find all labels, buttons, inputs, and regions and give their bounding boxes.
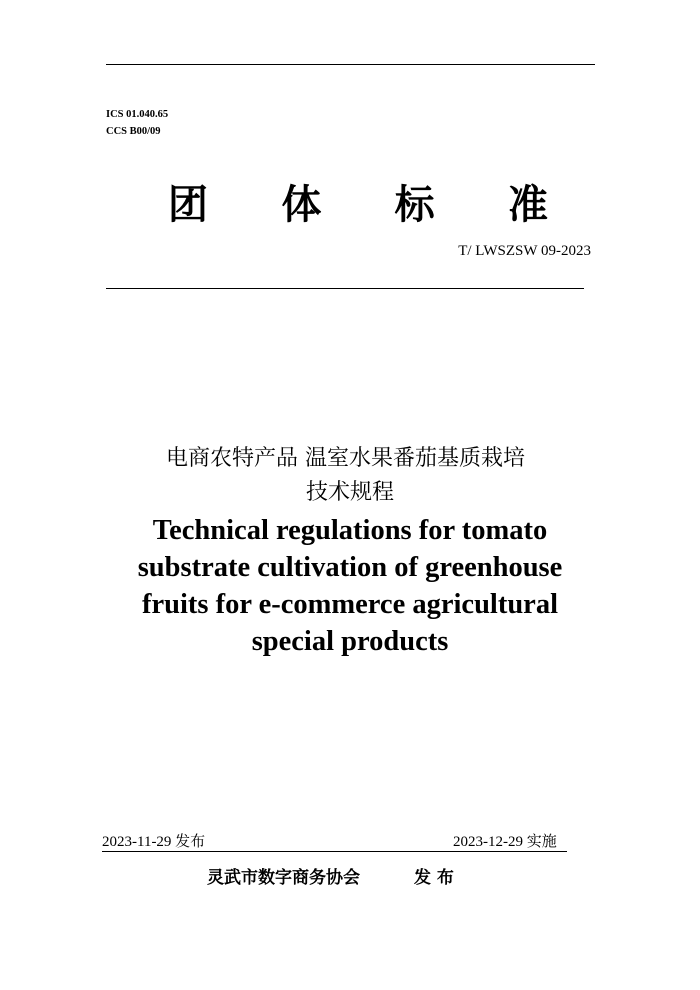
chinese-title-line-2: 技术规程 xyxy=(305,480,394,505)
publish-label: 发 布 xyxy=(414,868,454,888)
standard-type-char: 团 xyxy=(168,182,208,228)
english-title-line: fruits for e-commerce agricultural xyxy=(142,589,558,620)
standard-number: T/ LWSZSW 09-2023 xyxy=(458,243,591,259)
ccs-code: CCS B00/09 xyxy=(106,126,161,137)
english-title-line: Technical regulations for tomato xyxy=(152,515,548,546)
english-title-line: special products xyxy=(251,626,449,657)
standard-type-char: 标 xyxy=(394,182,435,228)
english-title-line: substrate cultivation of greenhouse xyxy=(137,552,563,583)
ics-code: ICS 01.040.65 xyxy=(106,109,169,120)
standard-type-char: 体 xyxy=(281,182,322,228)
chinese-title-line-1: 电商农特产品 温室水果番茄基质栽培 xyxy=(166,446,525,471)
issuing-organization: 灵武市数字商务协会 xyxy=(207,868,360,888)
dates-underline xyxy=(102,851,567,852)
top-rule xyxy=(106,64,595,65)
middle-rule xyxy=(106,288,584,289)
english-title xyxy=(50,512,650,660)
classification-codes xyxy=(106,106,168,140)
implementation-date: 2023-12-29 实施 xyxy=(453,834,557,850)
standard-type-heading xyxy=(168,180,548,230)
standard-type-char: 准 xyxy=(507,182,548,228)
issue-date: 2023-11-29 发布 xyxy=(102,834,206,850)
